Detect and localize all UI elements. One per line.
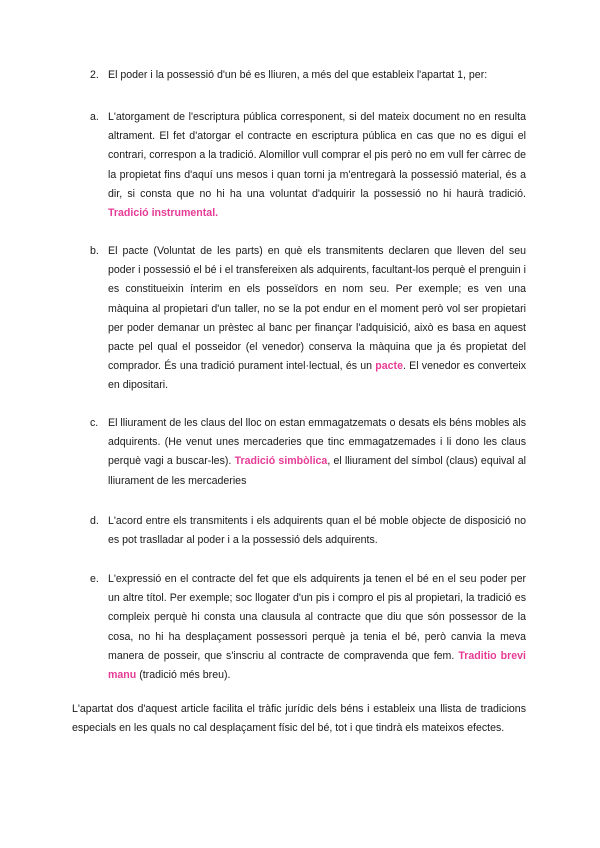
item-marker-d: d. xyxy=(90,515,99,527)
item-marker-a: a. xyxy=(90,111,99,123)
highlight-term: Tradició instrumental. xyxy=(108,207,219,220)
list-item-a xyxy=(108,108,526,223)
item-text-after: (tradició més breu). xyxy=(136,669,231,682)
item-marker-e: e. xyxy=(90,573,99,585)
item-text: L'atorgament de l'escriptura pública corresponent, si del mateix document no en resulta altrament. El fet d'atorgar el contracte en escriptura pública en cas que no es digui el contrari, correspon a la tradició. Alomillor vull comprar el pis però no em vull fer càrrec de la propietat fins d'aquí uns mesos i quan torni ja m'entregarà la possessió material, és a dir, si consta que no hi ha una voluntat d'adquirir la possessió no hi haurà tradició. xyxy=(108,111,526,200)
highlight-term: Traditio brevi manu xyxy=(108,649,526,682)
list-item-e xyxy=(108,570,526,685)
highlight-term: pacte xyxy=(375,360,403,373)
item-text: El lliurament de les claus del lloc on estan emmagatzemats o desats els béns mobles als adquirents. (He venut unes mercaderies que tinc emmagatzemades i li dono les claus perquè vagi a buscar-les). xyxy=(108,417,526,468)
item-text: L'expressió en el contracte del fet que els adquirents ja tenen el bé en el seu poder per un altre títol. Per exemple; soc llogater d'un pis i compro el pis al propietari, la tradició es compleix perquè hi consta una clausula al contracte que diu que són possessor de la cosa, no hi ha desplaçament possessori perquè ja tenia el bé, però canvia la meva manera de posseir, que s'inscriu al contracte de compravenda que fem. xyxy=(108,573,526,662)
highlight-term: Tradició simbòlica xyxy=(234,455,328,468)
intro-number: 2. xyxy=(90,69,99,81)
intro-text: El poder i la possessió d'un bé es lliuren, a més del que estableix l'apartat 1, per: xyxy=(108,69,488,81)
item-text-after: . El venedor es converteix en dipositari. xyxy=(108,360,527,392)
list-item-d xyxy=(108,512,526,550)
item-marker-b: b. xyxy=(90,245,99,257)
item-text-after: , el lliurament del símbol (claus) equival al lliurament de les mercaderies xyxy=(108,455,526,487)
list-item-b xyxy=(108,242,526,396)
item-text: L'acord entre els transmitents i els adquirents quan el bé moble objecte de disposició no es pot traslladar al poder i a la possessió dels adquirents. xyxy=(108,515,526,547)
item-marker-c: c. xyxy=(90,417,99,429)
item-text: El pacte (Voluntat de les parts) en què els transmitents declaren que lleven del seu poder i possessió el bé i el transfereixen als adquirents, facultant-los perquè el prenguin i es constitueixin ínterim en els posseïdors en nom seu. Per exemple; es ven una màquina al propietari d'un taller, no se la pot endur en el moment però vol ser propietari per poder demanar un prèstec al banc per finançar l'adquisició, això es basa en aquest pacte pel qual el posseidor (el venedor) conserva la màquina que ja és propietat del comprador. És una tradició purament intel·lectual, és un xyxy=(108,245,526,373)
closing-paragraph: L'apartat dos d'aquest article facilita el tràfic jurídic dels béns i estableix una llista de tradicions especials en les quals no cal desplaçament físic del bé, tot i que tindrà els mateixos efectes. xyxy=(72,703,526,735)
list-item-c xyxy=(108,414,526,491)
